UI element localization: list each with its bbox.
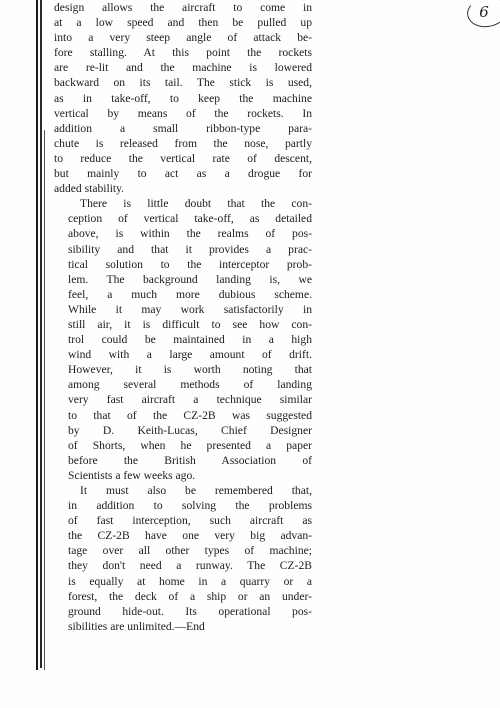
text-line: However, it is worth noting that bbox=[68, 363, 312, 377]
text-line: trol could be maintained in a high bbox=[68, 333, 312, 347]
text-line: tical solution to the interceptor prob- bbox=[68, 257, 312, 271]
text-line: wind with a large amount of drift. bbox=[68, 348, 312, 362]
text-line: to that of the CZ-2B was suggested bbox=[68, 408, 312, 422]
text-line: before the British Association of bbox=[68, 453, 312, 467]
article-paragraph bbox=[54, 0, 312, 196]
margin-rule bbox=[40, 0, 42, 668]
text-line: chute is released from the nose, partly bbox=[54, 136, 312, 150]
text-line: sibilities are unlimited.—End bbox=[68, 619, 205, 633]
text-line: addition a small ribbon-type para- bbox=[54, 121, 312, 135]
text-line: It must also be remembered that, bbox=[80, 484, 312, 497]
text-line: by D. Keith-Lucas, Chief Designer bbox=[68, 423, 312, 437]
text-line: There is little doubt that the con- bbox=[80, 197, 312, 211]
text-line: lem. The background landing is, we bbox=[68, 272, 312, 286]
text-line: sibility and that it provides a prac- bbox=[68, 242, 312, 256]
text-line: While it may work satisfactorily in bbox=[68, 302, 312, 316]
article-paragraph bbox=[54, 196, 312, 483]
text-line: above, is within the realms of pos- bbox=[68, 227, 312, 241]
text-line: vertical by means of the rockets. In bbox=[54, 106, 312, 120]
text-line: added stability. bbox=[54, 182, 125, 196]
text-line: backward on its tail. The stick is used, bbox=[54, 76, 312, 90]
article-paragraph bbox=[54, 483, 312, 634]
text-line: Scientists a few weeks ago. bbox=[68, 468, 196, 482]
text-line: design allows the aircraft to come in bbox=[54, 1, 312, 14]
text-line: feel, a much more dubious scheme. bbox=[68, 287, 312, 301]
text-line: at a low speed and then be pulled up bbox=[54, 16, 312, 30]
article-column bbox=[54, 0, 312, 634]
text-line: among several methods of landing bbox=[68, 378, 312, 392]
text-line: still air, it is difficult to see how con- bbox=[68, 317, 312, 331]
page-number: 6 bbox=[479, 3, 489, 21]
margin-rule bbox=[44, 130, 45, 670]
text-line: as in take-off, to keep the machine bbox=[54, 91, 312, 105]
text-line: in addition to solving the problems bbox=[68, 499, 312, 513]
margin-rule bbox=[36, 0, 38, 670]
text-line: to reduce the vertical rate of descent, bbox=[54, 151, 312, 165]
text-line: tage over all other types of machine; bbox=[68, 544, 312, 558]
text-line: ground hide-out. Its operational pos- bbox=[68, 604, 312, 618]
text-line: fore stalling. At this point the rockets bbox=[54, 46, 312, 60]
text-line: forest, the deck of a ship or an under- bbox=[68, 589, 312, 603]
text-line: of fast interception, such aircraft as bbox=[68, 514, 312, 528]
text-line: ception of vertical take-off, as detailed bbox=[68, 212, 312, 226]
text-line: they don't need a runway. The CZ-2B bbox=[68, 559, 312, 573]
text-line: the CZ-2B have one very big advan- bbox=[68, 529, 312, 543]
text-line: very fast aircraft a technique similar bbox=[68, 393, 312, 407]
text-line: of Shorts, when he presented a paper bbox=[68, 438, 312, 452]
text-line: but mainly to act as a drogue for bbox=[54, 167, 312, 181]
text-line: is equally at home in a quarry or a bbox=[68, 574, 312, 588]
text-line: are re-lit and the machine is lowered bbox=[54, 61, 312, 75]
text-line: into a very steep angle of attack be- bbox=[54, 31, 312, 45]
